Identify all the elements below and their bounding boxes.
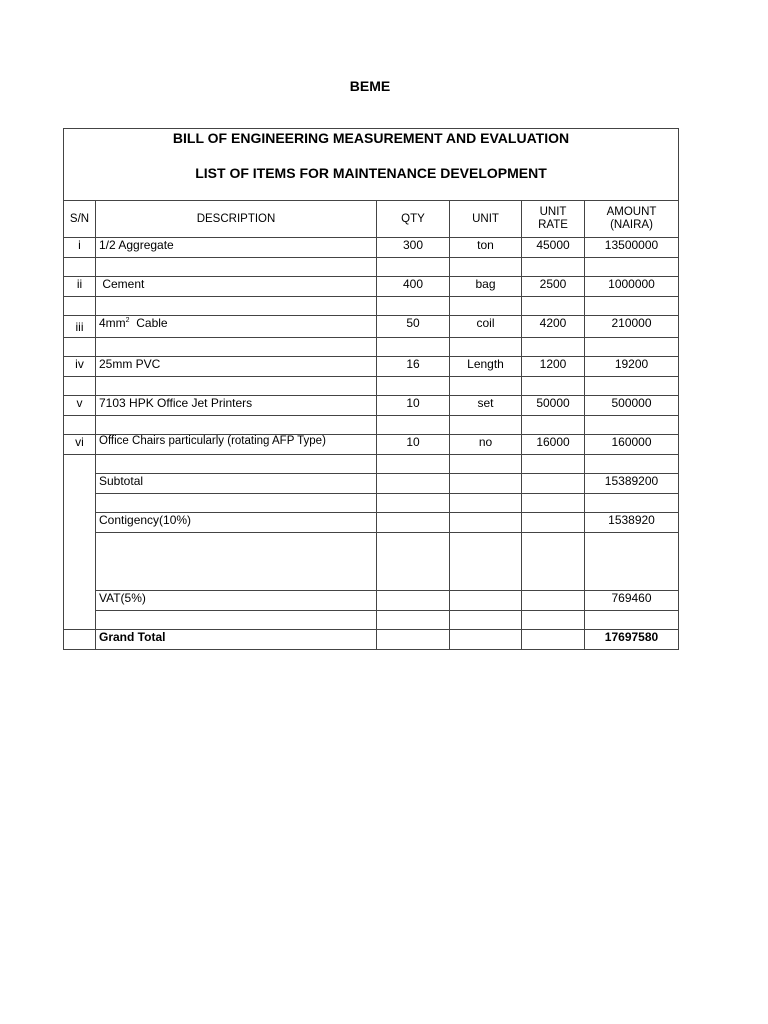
row-sn: iii — [64, 316, 96, 338]
row-rate: 4200 — [522, 316, 585, 338]
row-amount: 210000 — [585, 316, 679, 338]
description-text: 4mm — [99, 316, 126, 330]
row-amount: 19200 — [585, 357, 679, 377]
header-qty: QTY — [377, 201, 450, 238]
spacer-row — [64, 533, 679, 591]
row-sn: i — [64, 238, 96, 258]
spacer-row — [64, 416, 679, 435]
subtotal-value: 15389200 — [585, 474, 679, 494]
header-amount-line2: (NAIRA) — [610, 219, 653, 231]
header-row — [64, 201, 679, 238]
row-sn: v — [64, 396, 96, 416]
contingency-row — [64, 513, 679, 533]
header-unit-rate — [522, 201, 585, 238]
description-text: Cable — [129, 316, 168, 330]
grand-total-label: Grand Total — [96, 630, 377, 650]
header-unit-rate-line1: UNIT — [539, 206, 567, 218]
row-description: Office Chairs particularly (rotating AFP Type) — [96, 435, 377, 455]
table-row — [64, 357, 679, 377]
row-description: 7103 HPK Office Jet Printers — [96, 396, 377, 416]
subtotal-row — [64, 474, 679, 494]
row-description — [96, 316, 377, 338]
row-unit: ton — [450, 238, 522, 258]
row-qty: 16 — [377, 357, 450, 377]
row-rate: 2500 — [522, 277, 585, 297]
banner-title: BILL OF ENGINEERING MEASUREMENT AND EVALUATION — [172, 130, 570, 146]
header-sn: S/N — [64, 201, 96, 238]
spacer-row — [64, 258, 679, 277]
table-row — [64, 277, 679, 297]
subtotal-label: Subtotal — [96, 474, 377, 494]
contingency-label: Contigency(10%) — [96, 513, 377, 533]
header-amount — [585, 201, 679, 238]
row-amount: 160000 — [585, 435, 679, 455]
row-rate: 45000 — [522, 238, 585, 258]
table-row — [64, 435, 679, 455]
row-unit: no — [450, 435, 522, 455]
row-unit: bag — [450, 277, 522, 297]
row-qty: 10 — [377, 396, 450, 416]
table-row — [64, 396, 679, 416]
row-amount: 1000000 — [585, 277, 679, 297]
header-unit: UNIT — [450, 201, 522, 238]
row-amount: 500000 — [585, 396, 679, 416]
grand-total-value: 17697580 — [585, 630, 679, 650]
document-title: BEME — [349, 78, 391, 94]
row-amount: 13500000 — [585, 238, 679, 258]
row-description: Cement — [96, 277, 377, 297]
row-unit: Length — [450, 357, 522, 377]
row-sn: ii — [64, 277, 96, 297]
row-qty: 400 — [377, 277, 450, 297]
header-amount-line1: AMOUNT — [606, 206, 657, 218]
spacer-row — [64, 377, 679, 396]
spacer-row — [64, 494, 679, 513]
header-unit-rate-line2: RATE — [538, 219, 568, 231]
row-qty: 10 — [377, 435, 450, 455]
row-description: 25mm PVC — [96, 357, 377, 377]
spacer-row — [64, 455, 679, 474]
superscript: 2 — [125, 317, 130, 324]
row-description: 1/2 Aggregate — [96, 238, 377, 258]
row-unit: set — [450, 396, 522, 416]
table-banner — [64, 129, 679, 201]
row-unit: coil — [450, 316, 522, 338]
row-sn: vi — [64, 435, 96, 455]
bill-table — [63, 128, 679, 630]
grand-total-row — [64, 630, 679, 650]
grand-total-table — [63, 629, 679, 650]
table-row — [64, 238, 679, 258]
row-sn: iv — [64, 357, 96, 377]
row-rate: 50000 — [522, 396, 585, 416]
row-rate: 1200 — [522, 357, 585, 377]
vat-label: VAT(5%) — [96, 591, 377, 611]
spacer-row — [64, 611, 679, 630]
vat-row — [64, 591, 679, 611]
row-qty: 300 — [377, 238, 450, 258]
table-row — [64, 316, 679, 338]
banner-row — [64, 129, 679, 201]
banner-subtitle: LIST OF ITEMS FOR MAINTENANCE DEVELOPMENT — [195, 165, 547, 181]
vat-value: 769460 — [585, 591, 679, 611]
spacer-row — [64, 338, 679, 357]
header-description: DESCRIPTION — [96, 201, 377, 238]
row-qty: 50 — [377, 316, 450, 338]
row-rate: 16000 — [522, 435, 585, 455]
spacer-row — [64, 297, 679, 316]
contingency-value: 1538920 — [585, 513, 679, 533]
